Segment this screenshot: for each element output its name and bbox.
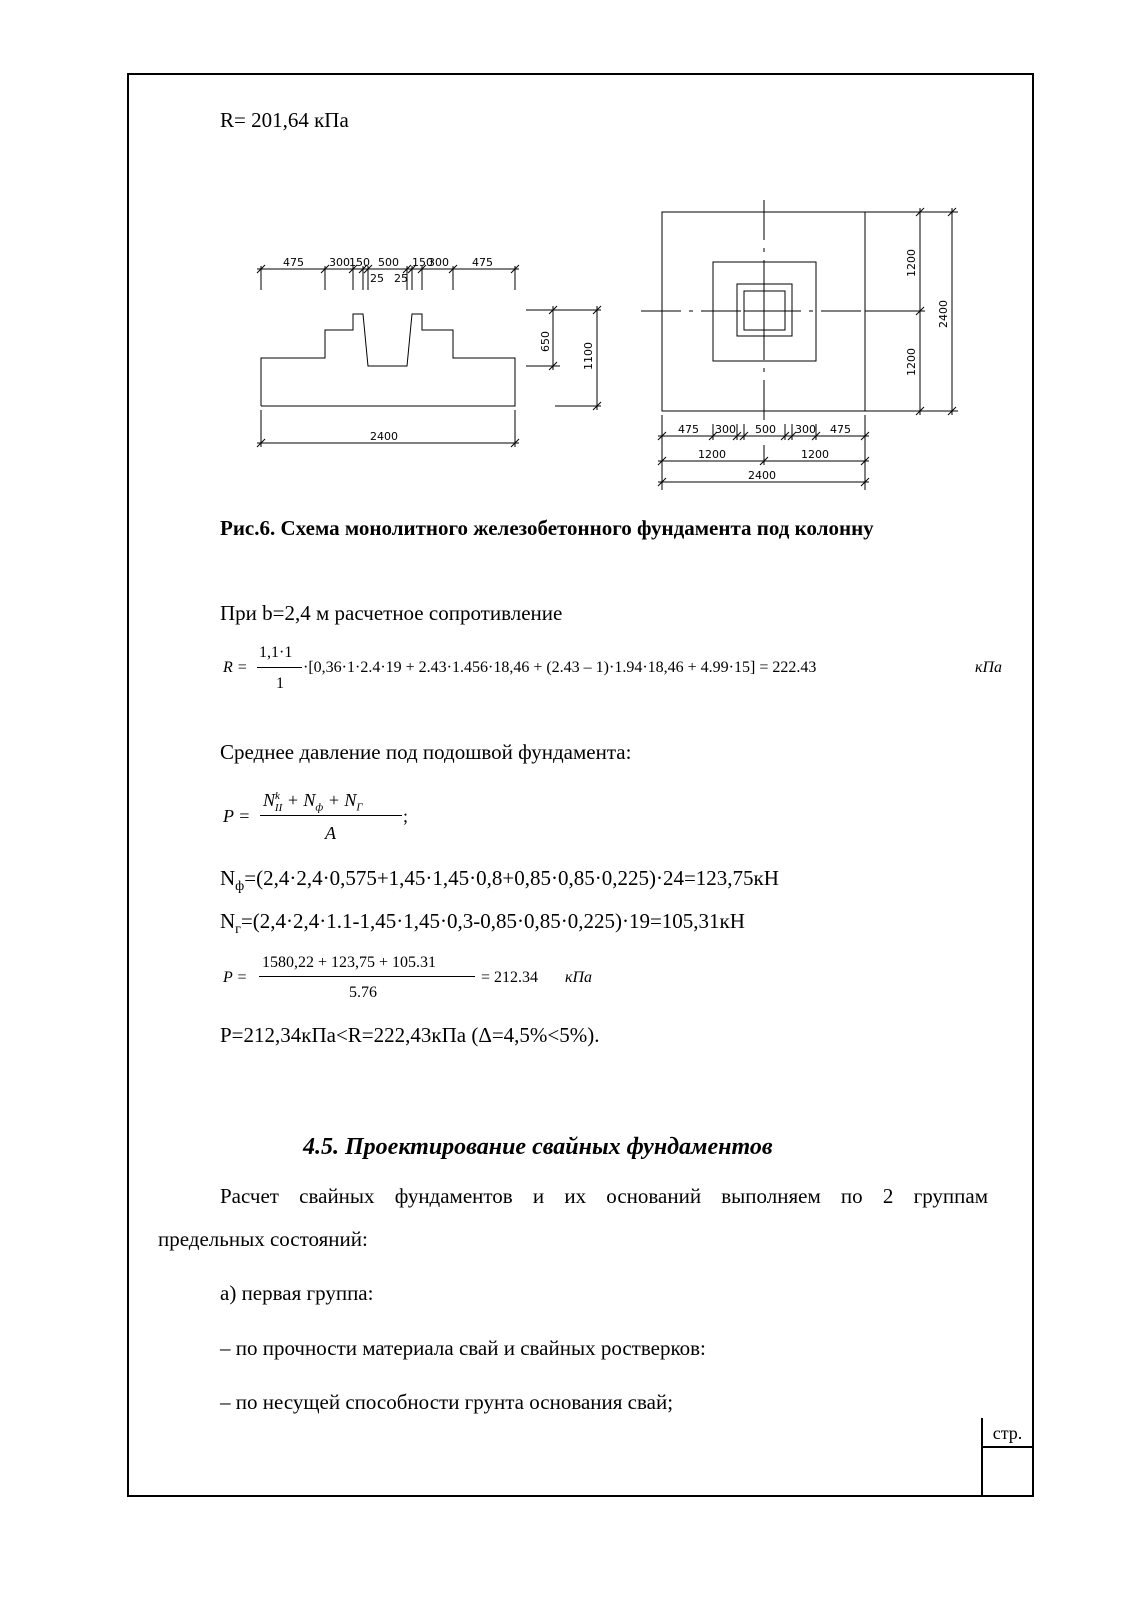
dim-300-left: 300 <box>329 256 350 269</box>
formula-p-tail: ; <box>403 806 409 826</box>
section-heading: 4.5. Проектирование свайных фундаментов <box>303 1134 773 1160</box>
dim-plan-475-left: 475 <box>678 423 699 436</box>
dim-plan-300-left: 300 <box>715 423 736 436</box>
dim-plan-1200-right: 1200 <box>801 448 829 461</box>
formula-p2-unit: кПа <box>565 969 593 986</box>
dim-150-left: 150 <box>349 256 370 269</box>
dim-plan-500: 500 <box>755 423 776 436</box>
formula-p2-fraction-bar <box>259 976 475 977</box>
dim-1200-right-top: 1200 <box>905 249 918 277</box>
n-g-line: $N_г=(2,4\cdot 2,4\cdot 1.1-1,45\cdot 1,45\cdot 0,3-0,85\cdot 0,85\cdot 0,225)\cdot 19=105,31кН$ <box>220 909 745 938</box>
dim-150-right: 150 <box>412 256 433 269</box>
formula-p-lhs: P = <box>223 806 251 826</box>
paragraph-b: При b=2,4 м расчетное сопротивление <box>220 601 563 625</box>
formula-p-denominator: A <box>325 823 336 843</box>
formula-r-lhs: R = <box>223 659 248 676</box>
dim-2400-section: 2400 <box>370 430 398 443</box>
list-item-strength: – по прочности материала свай и свайных ростверков: <box>220 1336 706 1360</box>
formula-p2-denominator: 5.76 <box>349 984 377 1001</box>
foundation-drawing <box>0 0 1131 500</box>
list-item-bearing-capacity: – по несущей способности грунта основания свай; <box>220 1390 674 1414</box>
dim-plan-1200-left: 1200 <box>698 448 726 461</box>
dim-300-right: 300 <box>428 256 449 269</box>
formula-r-numerator: 1,1·1 <box>259 644 293 661</box>
dim-plan-300-right: 300 <box>795 423 816 436</box>
comparison-line: P=212,34кПа<R=222,43кПа (Δ=4,5%<5%). <box>220 1023 600 1047</box>
formula-r-body: ·[0,36·1·2.4·19 + 2.43·1.456·18,46 + (2.43 – 1)·1.94·18,46 + 4.99·15] = 222.43 <box>303 659 817 676</box>
formula-r-fraction-bar <box>257 667 302 668</box>
dim-1200-right-bottom: 1200 <box>905 348 918 376</box>
dim-650: 650 <box>539 331 552 352</box>
paragraph-average-pressure: Среднее давление под подошвой фундамента: <box>220 740 632 764</box>
paragraph-1-line-2: предельных состояний: <box>158 1227 368 1251</box>
dim-475-left: 475 <box>283 256 304 269</box>
dim-475-right: 475 <box>472 256 493 269</box>
dim-2400-right: 2400 <box>937 300 950 328</box>
list-item-a: а) первая группа: <box>220 1281 374 1305</box>
n-f-line: $N_ф=(2,4\cdot 2,4\cdot 0,575+1,45\cdot 1,45\cdot 0,8+0,85\cdot 0,85\cdot 0,225)\cdot 24=123,75кН$ <box>220 866 779 895</box>
formula-p-numerator: $N^k_{II} + N_ф + N_Г$ <box>263 790 363 814</box>
paragraph-1-line-1: Расчет свайных фундаментов и их оснований выполняем по 2 группам <box>220 1184 988 1208</box>
figure-caption: Рис.6. Схема монолитного железобетонного фундамента под колонну <box>220 516 874 540</box>
result-r: R= 201,64 кПа <box>220 108 349 132</box>
dim-plan-475-right: 475 <box>830 423 851 436</box>
formula-p2-numerator: 1580,22 + 123,75 + 105.31 <box>262 954 437 971</box>
formula-r-denominator: 1 <box>276 675 284 692</box>
dim-1100: 1100 <box>582 342 595 370</box>
dim-plan-2400: 2400 <box>748 469 776 482</box>
formula-p2-rhs: = 212.34 <box>481 969 539 986</box>
formula-p2-lhs: P = <box>223 969 248 986</box>
dim-25-left: 25 <box>370 272 384 285</box>
page-label: стр. <box>992 1423 1023 1443</box>
section-outline <box>261 314 515 406</box>
page-number-stamp-separator <box>981 1446 1034 1448</box>
formula-r-unit: кПа <box>975 659 1003 676</box>
formula-p-fraction-bar <box>260 815 402 816</box>
dim-500: 500 <box>378 256 399 269</box>
dim-25-right: 25 <box>394 272 408 285</box>
